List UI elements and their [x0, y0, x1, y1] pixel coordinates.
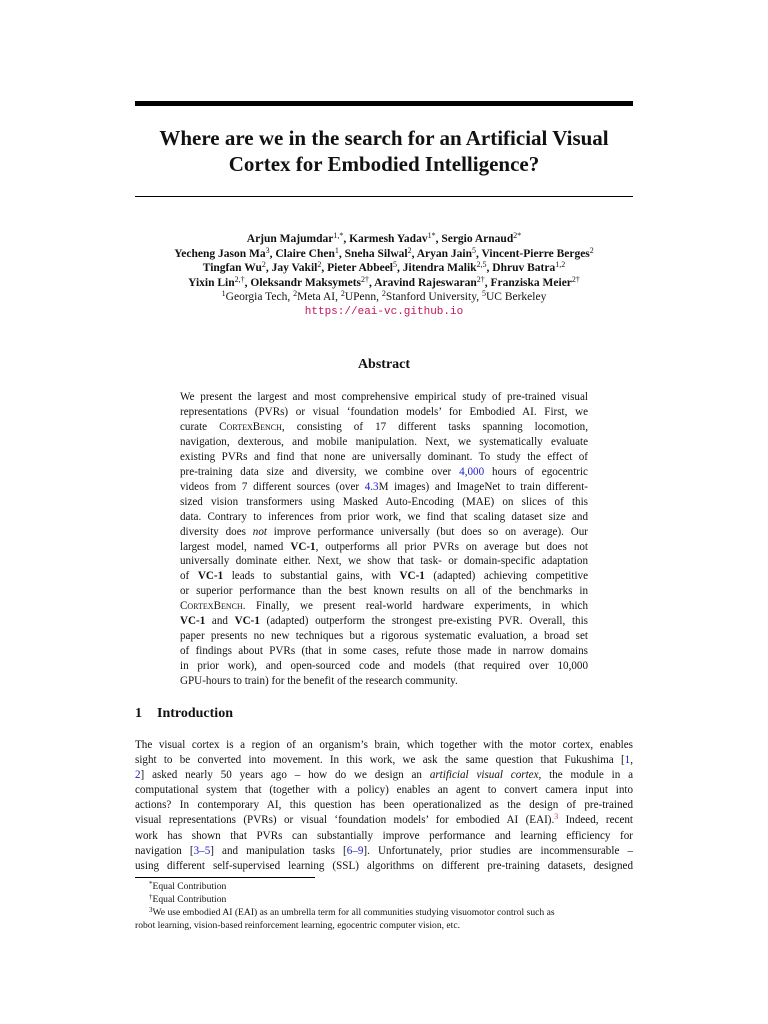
abstract-line: diversity does not improve performance universally (but does so on average). Our	[180, 525, 588, 538]
abstract-line: of findings about PVRs (that in some cases, refute those made in narrow domains	[180, 645, 588, 658]
abstract-line: VC-1 and VC-1 (adapted) outperform the strongest pre-existing PVR. Overall, this	[180, 615, 588, 628]
author-affiliation: 2,5	[476, 260, 487, 269]
author-name: Claire Chen	[275, 247, 335, 260]
author-name: Yixin Lin	[188, 276, 235, 289]
author-affiliation: 2	[261, 260, 266, 269]
intro-line: computational system that (together with a policy) enables an agent to convert camera input into	[135, 784, 633, 797]
title-bottom-rule	[135, 196, 633, 197]
author-affiliation: 5	[393, 260, 397, 269]
abstract-body	[180, 390, 588, 689]
hours-value: 4,000	[459, 465, 485, 478]
cortexbench-name: CortexBench	[180, 600, 243, 613]
author-name: Sergio Arnaud	[441, 233, 514, 245]
footnotes	[135, 880, 633, 932]
author-affiliation: 2	[407, 245, 412, 255]
author-affiliation: 2†	[361, 274, 370, 284]
author-name: Oleksandr Maksymets	[250, 276, 362, 289]
footnote-ref-link[interactable]: 3	[554, 812, 559, 822]
abstract-line: existing PVRs and find that none are universally dominant. To study the effect of	[180, 450, 588, 463]
author-affiliation: 1,2	[555, 260, 566, 269]
abstract-line: GPU-hours to train) for the benefit of the research community.	[180, 675, 458, 688]
author-name: Jitendra Malik	[402, 262, 477, 274]
project-url-link[interactable]: https://eai-vc.github.io	[304, 305, 464, 318]
author-affiliation: 2	[317, 260, 322, 269]
emphasis: artificial visual cortex	[429, 769, 539, 782]
author-affiliation: 3	[265, 245, 270, 255]
citation-link[interactable]: 3–5	[193, 844, 211, 857]
citation-link[interactable]: 2	[135, 769, 141, 782]
intro-line: using different self-supervised learning (SSL) algorithms on different pre-training datasets, designed	[135, 859, 633, 872]
author-affiliation: 2,†	[234, 274, 245, 284]
introduction-body	[135, 738, 633, 874]
author-affiliation: 1*	[427, 231, 436, 240]
author-affiliation: 1,*	[333, 231, 344, 240]
author-line-4: Yixin Lin$^{2,\dagger}$, Oleksandr Maksymets$^{2\dagger}$, Aravind Rajeswaran$^{2\dagger}$, Franziska Meier$^{2\dagger}$	[188, 274, 580, 289]
vc1-name: VC-1	[197, 570, 224, 583]
author-name: Franziska Meier	[490, 276, 572, 289]
affiliation: UPenn	[344, 291, 377, 303]
abstract-line: data. Contrary to inferences from prior work, we find that scaling dataset size and	[180, 510, 588, 523]
author-affiliation: 1	[334, 245, 339, 255]
vc1-name: VC-1	[234, 615, 260, 628]
introduction-heading	[135, 705, 633, 723]
abstract-line: or superior performance than the best known results on all of the benchmarks in	[180, 585, 588, 598]
emphasis: not	[252, 525, 267, 538]
citation-link[interactable]: 6–9	[346, 844, 364, 857]
author-line-3: Tingfan Wu$^2$, Jay Vakil$^2$, Pieter Abbeel$^5$, Jitendra Malik$^{2,5}$, Dhruv Batra$^{1,2}$	[202, 260, 566, 274]
vc1-name: VC-1	[290, 540, 316, 553]
citation-link[interactable]: 1	[624, 754, 631, 767]
vc1-name: VC-1	[399, 570, 425, 583]
author-name: Dhruv Batra	[492, 262, 556, 274]
intro-line: work has shown that PVRs can substantially improve performance and learning efficiency for	[135, 829, 633, 842]
intro-line: visual representations (PVRs) or visual ‘foundation models’ for embodied AI (EAI).$^3$ Indeed, recent	[135, 812, 633, 827]
abstract-line: videos from 7 different sources (over 4.3M images) and ImageNet to train different-	[180, 480, 588, 493]
author-block	[135, 232, 633, 319]
intro-line: actions? In contemporary AI, this question has been operationalized as the design of pre-trained	[135, 799, 633, 812]
abstract-line: universally dominate either. Next, we show that task- or domain-specific adaptation	[180, 555, 588, 568]
abstract-heading: Abstract	[357, 357, 411, 372]
images-value: 4.3	[364, 480, 379, 493]
intro-line: navigation [3–5] and manipulation tasks [6–9]. Unfortunately, prior studies are incommensurable –	[135, 844, 633, 857]
footnote-rule	[135, 877, 315, 878]
author-affiliation: 2*	[513, 231, 522, 240]
author-affiliation: 2	[589, 245, 594, 255]
cortexbench-name: CortexBench	[219, 420, 282, 433]
intro-line: 2] asked nearly 50 years ago – how do we design an artificial visual cortex, the module in a	[135, 769, 634, 782]
author-name: Yecheng Jason Ma	[174, 247, 266, 260]
author-name: Sneha Silwal	[344, 247, 408, 260]
footnote: $^3$We use embodied AI (EAI) as an umbrella term for all communities studying visuomotor control such as	[149, 906, 555, 918]
affiliations: $^1$Georgia Tech, $^2$Meta AI, $^2$UPenn, $^2$Stanford University, $^5$UC Berkeley	[221, 289, 547, 303]
abstract-line: navigation, dexterous, and mobile manipulation. Next, we systematically evaluate	[180, 435, 588, 448]
abstract-line: paper presents no new techniques but a rigorous systematic evaluation, a broad set	[180, 630, 588, 643]
affiliation: Georgia Tech	[225, 291, 288, 303]
abstract-line: largest model, named VC-1, outperforms all prior PVRs on average but does not	[180, 540, 588, 553]
section-number: 1	[135, 706, 142, 721]
affiliation: UC Berkeley	[485, 291, 547, 303]
author-affiliation: 2†	[571, 274, 580, 284]
abstract-line: pre-training data size and diversity, we combine over 4,000 hours of egocentric	[180, 465, 588, 478]
abstract-line: CortexBench. Finally, we present real-world hardware experiments, in which	[180, 600, 588, 613]
author-affiliation: 2†	[476, 274, 485, 284]
title-top-rule	[135, 101, 633, 106]
abstract-line: in prior work), and open-sourced code and models (that required over 10,000	[180, 660, 588, 673]
author-name: Pieter Abbeel	[327, 262, 393, 274]
vc1-name: VC-1	[180, 615, 206, 628]
author-line-1: Arjun Majumdar$^{1,*}$, Karmesh Yadav$^{1*}$, Sergio Arnaud$^{2*}$	[246, 231, 522, 245]
abstract-line: of VC-1 leads to substantial gains, with VC-1 (adapted) achieving competitive	[180, 570, 589, 583]
abstract-line: representations (PVRs) or visual ‘foundation models’ for Embodied AI. First, we	[180, 405, 588, 418]
author-name: Jay Vakil	[271, 262, 318, 274]
footnote: *Equal Contribution	[149, 880, 227, 892]
author-line-2: Yecheng Jason Ma$^3$, Claire Chen$^1$, Sneha Silwal$^2$, Aryan Jain$^5$, Vincent-Pierre Berges$^2$	[174, 245, 594, 260]
author-name: Vincent-Pierre Berges	[481, 247, 590, 260]
author-name: Aryan Jain	[416, 247, 472, 260]
author-name: Arjun Majumdar	[246, 233, 334, 245]
intro-line: sight to be converted into movement. In this work, we ask the same question that Fukushima [1,	[135, 754, 633, 767]
affiliation: Meta AI	[297, 291, 336, 303]
footnote: †Equal Contribution	[149, 893, 227, 905]
abstract-line: sized vision transformers using Masked Auto-Encoding (MAE) on slices of this	[180, 495, 588, 508]
author-name: Karmesh Yadav	[349, 233, 428, 245]
title-line-1: Where are we in the search for an Artificial Visual	[159, 126, 609, 150]
author-name: Tingfan Wu	[202, 262, 262, 274]
paper-title	[135, 125, 633, 177]
intro-line: The visual cortex is a region of an organism’s brain, which together with the motor cortex, enables	[135, 739, 633, 751]
section-title: Introduction	[157, 706, 233, 721]
abstract-line: We present the largest and most comprehensive empirical study of pre-trained visual	[180, 391, 588, 403]
title-line-2: Cortex for Embodied Intelligence?	[228, 152, 540, 176]
author-affiliation: 5	[471, 245, 476, 255]
affiliation: Stanford University	[385, 291, 477, 303]
footnote-continuation: robot learning, vision-based reinforcement learning, egocentric computer vision, etc.	[135, 920, 461, 931]
author-name: Aravind Rajeswaran	[374, 276, 477, 289]
abstract-line: curate CortexBench, consisting of 17 different tasks spanning locomotion,	[180, 420, 588, 433]
